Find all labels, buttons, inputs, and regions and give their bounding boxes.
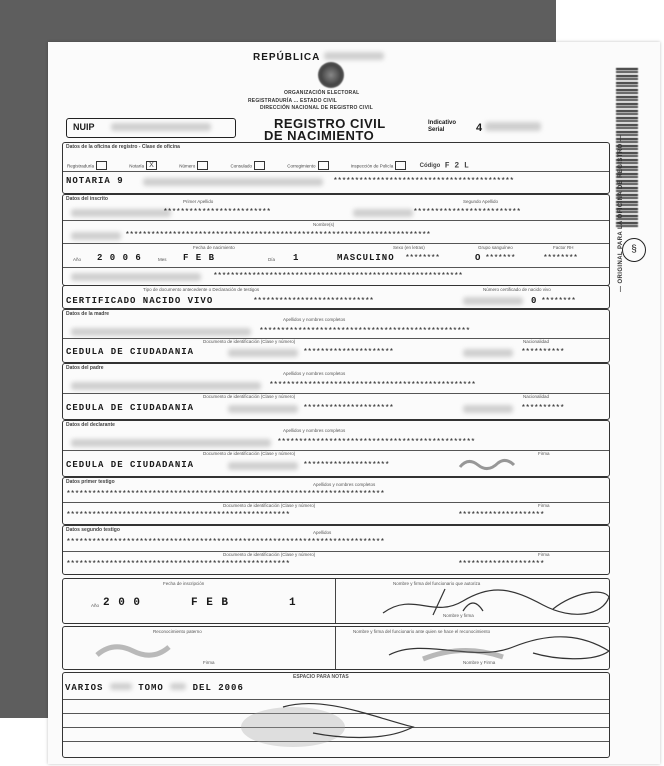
notes-stamp-and-signature xyxy=(223,687,423,753)
first-witness-section: Datos primer testigo Apellidos y nombres completos ************************************************************************** Documento de identificación (Clase y número) Firma **************************************************** ******************** xyxy=(62,477,610,525)
second-witness-section: Datos segundo testigo Apellidos ************************************************************************** Documento de identificación (Clase y número) Firma **************************************************** ******************** xyxy=(62,525,610,575)
blood-group: O xyxy=(475,253,482,263)
registrant-section: Datos del inscrito Primer Apellido Segundo Apellido ************************* ************************* Nombre(s) *********************************************************************** Fecha de nacimiento Sexo (en letras) Grupo sanguíneo Factor RH Año 2 0 0 6 Mes F E B Día 1 MASCULINO ******** O ******* ******** ********************************************************** xyxy=(62,194,610,286)
org-line-2: REGISTRADURÍA ... ESTADO CIVIL xyxy=(248,98,338,104)
paternal-acknowledgment-section: Reconocimiento paterno Nombre y firma del funcionario ante quien se hace el reconocimiento Firma Nombre y Firma xyxy=(62,626,610,670)
birth-certificate-document xyxy=(48,42,660,764)
mother-document-type: CEDULA DE CIUDADANIA xyxy=(66,347,195,357)
republic-heading: REPÚBLICA xyxy=(253,52,384,63)
org-line-1: ORGANIZACIÓN ELECTORAL xyxy=(284,90,360,96)
acknowledgment-officer-signature xyxy=(383,633,613,665)
serial-number: 4 xyxy=(476,122,541,134)
birth-year: 2 0 0 6 xyxy=(97,253,142,263)
notes-text: VARIOS TOMO DEL 2006 xyxy=(65,683,244,693)
sex-value: MASCULINO xyxy=(337,253,395,263)
registration-year: 2 0 0 xyxy=(103,597,142,609)
nuip-box xyxy=(66,118,236,138)
declarant-section: Datos del declarante Apellidos y nombres completos ********************************************** Documento de identificación (Clase y número) Firma CEDULA DE CIUDADANIA ******************** xyxy=(62,420,610,477)
nuip-value-redacted xyxy=(111,123,211,131)
side-stamp-icon: § xyxy=(622,238,646,262)
birth-day: 1 xyxy=(293,253,300,263)
nuip-label: NUIP xyxy=(73,122,95,132)
notes-section: ESPACIO PARA NOTAS VARIOS TOMO DEL 2006 xyxy=(62,672,610,758)
registration-day: 1 xyxy=(289,597,297,609)
registration-month: F E B xyxy=(191,597,230,609)
document-title: REGISTRO CIVIL DE NACIMIENTO xyxy=(264,116,386,143)
office-label: Datos de la oficina de registro - Clase de oficina xyxy=(66,144,180,150)
declarant-signature xyxy=(458,453,518,473)
father-document-type: CEDULA DE CIUDADANIA xyxy=(66,403,195,413)
antecedent-document-section: Tipo de documento antecedente o Declaración de testigos Número certificado de nacido vivo CERTIFICADO NACIDO VIVO **************************** 0 ******** xyxy=(62,285,610,309)
declarant-document-type: CEDULA DE CIUDADANIA xyxy=(66,460,195,470)
acknowledgment-signature-smudge xyxy=(93,637,173,661)
registration-date-section: Fecha de inscripción Nombre y firma del funcionario que autoriza Año 2 0 0 F E B 1 Nombre y firma xyxy=(62,578,610,624)
office-section: Datos de la oficina de registro - Clase de oficina Registraduría Notaría X Número Consulado Corregimiento Inspección de Policía Código F 2 L NOTARIA 9 ****************************************** xyxy=(62,142,610,194)
indicativo-serial-labels: Indicativo Serial xyxy=(428,120,457,133)
vertical-office-copy-text: — ORIGINAL PARA LA OFICINA DE REGISTRO — xyxy=(618,134,624,292)
registrant-label: Datos del inscrito xyxy=(66,196,108,202)
father-section: Datos del padre Apellidos y nombres completos ************************************************ Documento de identificación (Clase y número) Nacionalidad CEDULA DE CIUDADANIA ********************* ********** xyxy=(62,363,610,420)
office-type-row: Registraduría Notaría X Número Consulado Corregimiento Inspección de Policía Código F 2 L xyxy=(67,161,469,171)
office-name: NOTARIA 9 xyxy=(66,176,124,186)
org-line-3: DIRECCIÓN NACIONAL DE REGISTRO CIVIL xyxy=(260,105,373,111)
mother-section: Datos de la madre Apellidos y nombres completos ************************************************* Documento de identificación (Clase y número) Nacionalidad CEDULA DE CIUDADANIA ********************* ********** xyxy=(62,309,610,363)
coat-of-arms-seal xyxy=(318,62,344,88)
registrar-signature xyxy=(373,585,613,621)
antecedent-document-type: CERTIFICADO NACIDO VIVO xyxy=(66,296,214,306)
birth-month: F E B xyxy=(183,253,216,263)
